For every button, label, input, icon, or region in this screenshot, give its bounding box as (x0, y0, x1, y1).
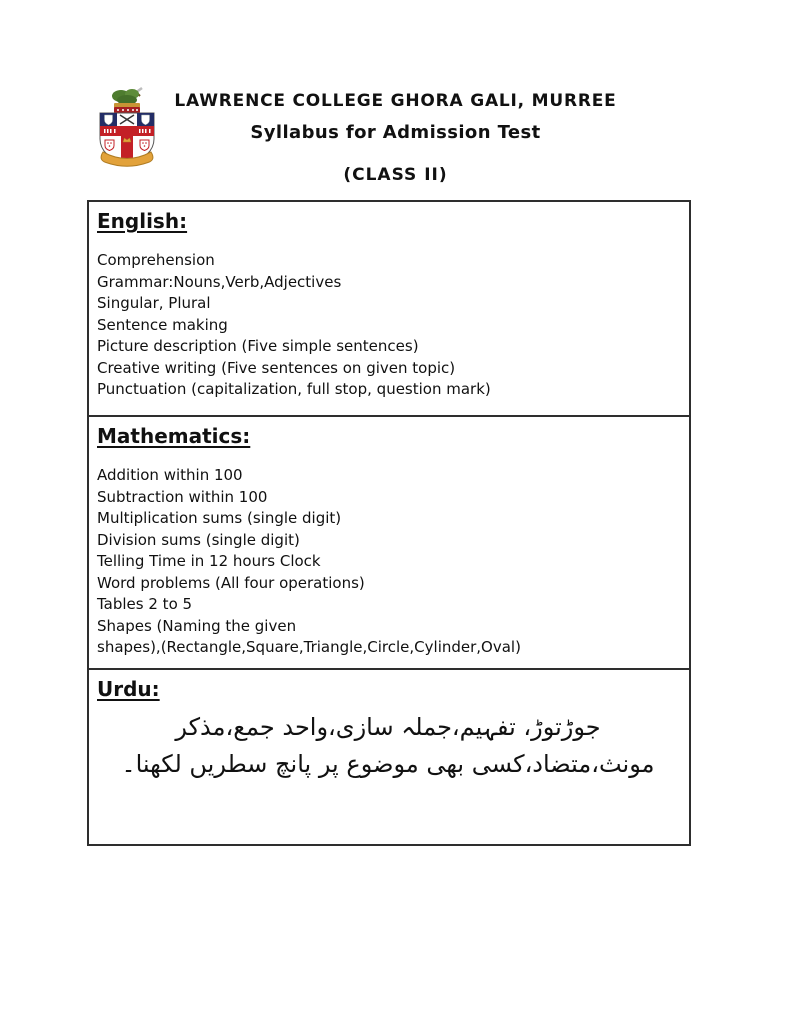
urdu-syllabus-text: جوڑتوڑ، تفہیم،جملہ سازی،واحد جمع،مذکر مونث،متضاد،کسی بھی موضوع پر پانچ سطریں لکھنا۔ (121, 713, 655, 778)
class-label: (CLASS II) (343, 165, 448, 185)
english-item: Picture description (Five simple sentences) (97, 337, 419, 355)
english-item: Punctuation (capitalization, full stop, question mark) (97, 380, 491, 398)
mathematics-item: Multiplication sums (single digit) (97, 509, 342, 527)
syllabus-sections-container (87, 200, 691, 846)
english-section-heading: English: (97, 209, 188, 233)
mathematics-item: shapes),(Rectangle,Square,Triangle,Circle,Cylinder,Oval) (97, 638, 521, 656)
english-item: Singular, Plural (97, 294, 211, 312)
mathematics-item: Telling Time in 12 hours Clock (97, 552, 321, 570)
english-item: Comprehension (97, 251, 215, 269)
mathematics-item: Tables 2 to 5 (97, 595, 193, 613)
mathematics-section-heading: Mathematics: (97, 424, 251, 448)
section-urdu (89, 668, 689, 844)
college-name-title: LAWRENCE COLLEGE GHORA GALI, MURREE (174, 91, 617, 111)
english-item: Grammar:Nouns,Verb,Adjectives (97, 272, 342, 291)
mathematics-item: Subtraction within 100 (97, 487, 268, 506)
mathematics-item: Division sums (single digit) (97, 530, 300, 549)
english-item: Creative writing (Five sentences on given topic) (97, 358, 456, 377)
mathematics-item: Shapes (Naming the given (97, 616, 297, 635)
mathematics-item-list (97, 465, 679, 659)
document-subtitle: Syllabus for Admission Test (250, 122, 541, 143)
english-item: Sentence making (97, 315, 228, 334)
english-item-list (97, 250, 679, 401)
section-english (89, 202, 689, 415)
mathematics-item: Word problems (All four operations) (97, 573, 365, 592)
section-mathematics (89, 415, 689, 668)
mathematics-item: Addition within 100 (97, 466, 243, 484)
urdu-section-heading: Urdu: (97, 677, 160, 701)
